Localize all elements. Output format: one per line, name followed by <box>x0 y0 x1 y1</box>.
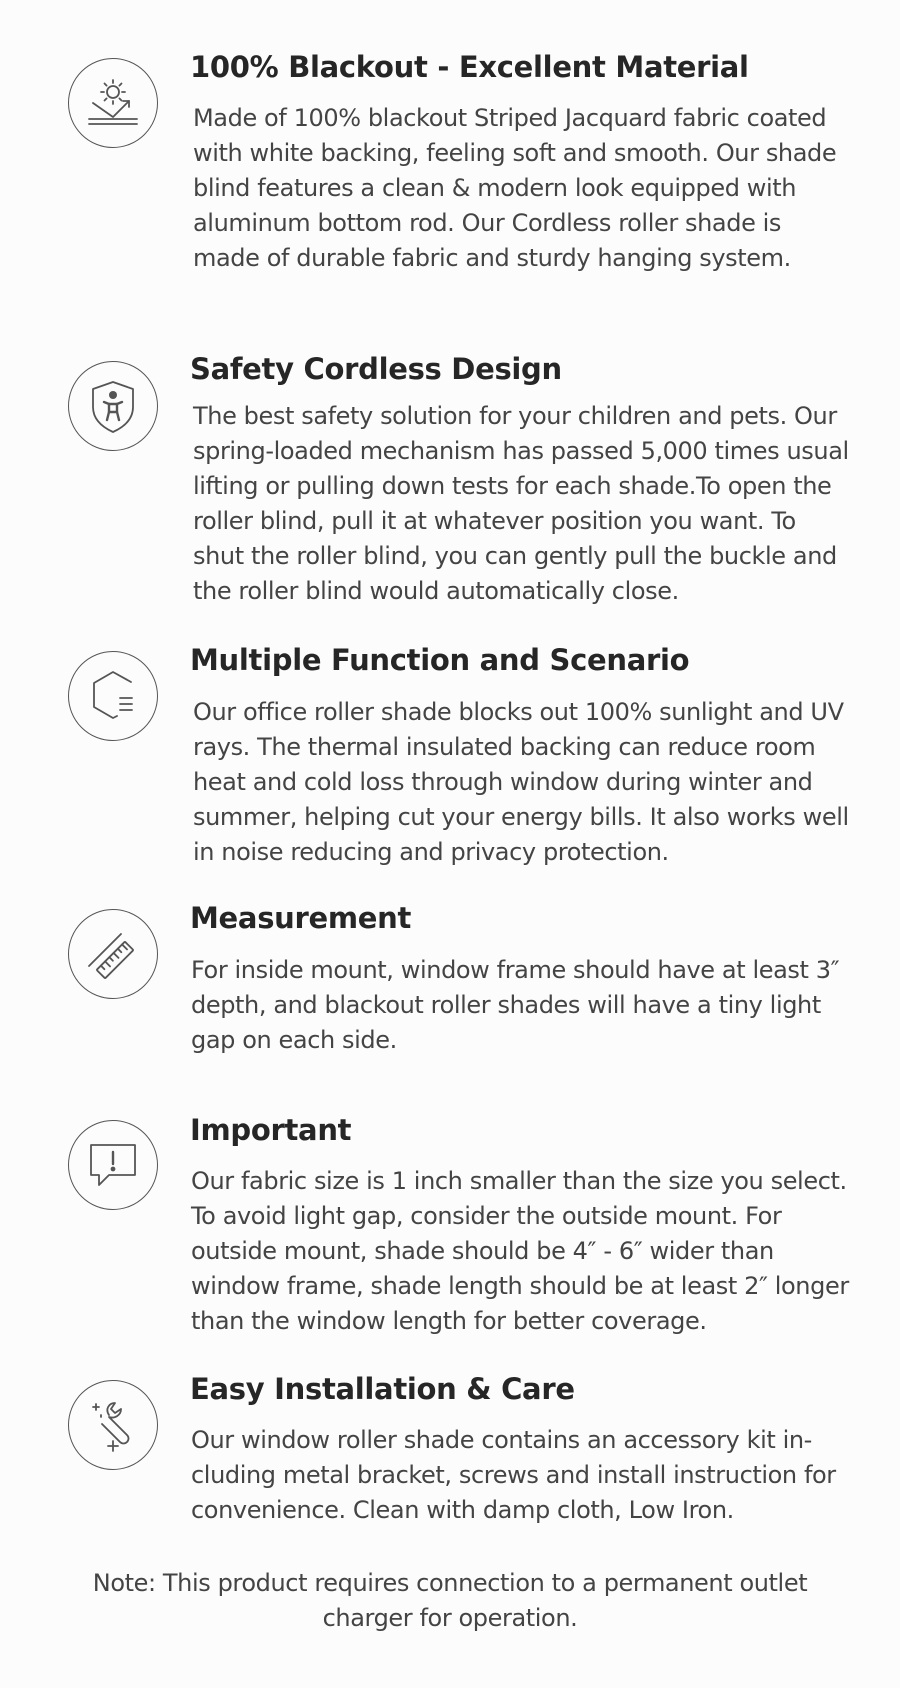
feature-title: Multiple Function and Scenario <box>190 643 690 677</box>
feature-title: Measurement <box>190 901 412 935</box>
feature-description: For inside mount, window frame should have at least 3″ depth, and blackout roller shades will have a tiny light gap on each side. <box>191 956 840 1054</box>
feature-description: Our fabric size is 1 inch smaller than the size you select. To avoid light gap, consider the outside mount. For outside mount, shade should be 4″ - 6″ wider than window frame, shade length should be at least 2″ longer than the window length for better coverage. <box>191 1167 849 1335</box>
ruler-icon <box>68 909 158 999</box>
feature-title: Easy Installation & Care <box>190 1372 575 1406</box>
child-shield-icon <box>68 361 158 451</box>
feature-description: Our window roller shade contains an accessory kit in-cluding metal bracket, screws and install instruction for convenience. Clean with damp cloth, Low Iron. <box>191 1426 836 1524</box>
feature-description: The best safety solution for your children and pets. Our spring-loaded mechanism has passed 5,000 times usual lifting or pulling down tests for each shade.To open the roller blind, pull it at whatever position you want. To shut the roller blind, you can gently pull the buckle and the roller blind would automatically close. <box>193 402 849 605</box>
feature-description: Made of 100% blackout Striped Jacquard fabric coated with white backing, feeling soft and smooth. Our shade blind features a clean & modern look equipped with aluminum bottom rod. Our Cordless roller shade is made of durable fabric and sturdy hanging system. <box>193 104 837 272</box>
feature-description: Our office roller shade blocks out 100% sunlight and UV rays. The thermal insulated backing can reduce room heat and cold loss through window during winter and summer, helping cut your energy bills. It also works well in noise reducing and privacy protection. <box>193 698 849 866</box>
sun-blackout-icon <box>68 58 158 148</box>
wrench-sparkle-icon <box>68 1380 158 1470</box>
feature-title: 100% Blackout - Excellent Material <box>190 50 749 84</box>
alert-message-icon <box>68 1120 158 1210</box>
hexagon-menu-icon <box>68 651 158 741</box>
feature-title: Safety Cordless Design <box>190 352 562 386</box>
feature-title: Important <box>190 1113 352 1147</box>
product-note: Note: This product requires connection to a permanent outlet charger for operation. <box>92 1569 808 1632</box>
